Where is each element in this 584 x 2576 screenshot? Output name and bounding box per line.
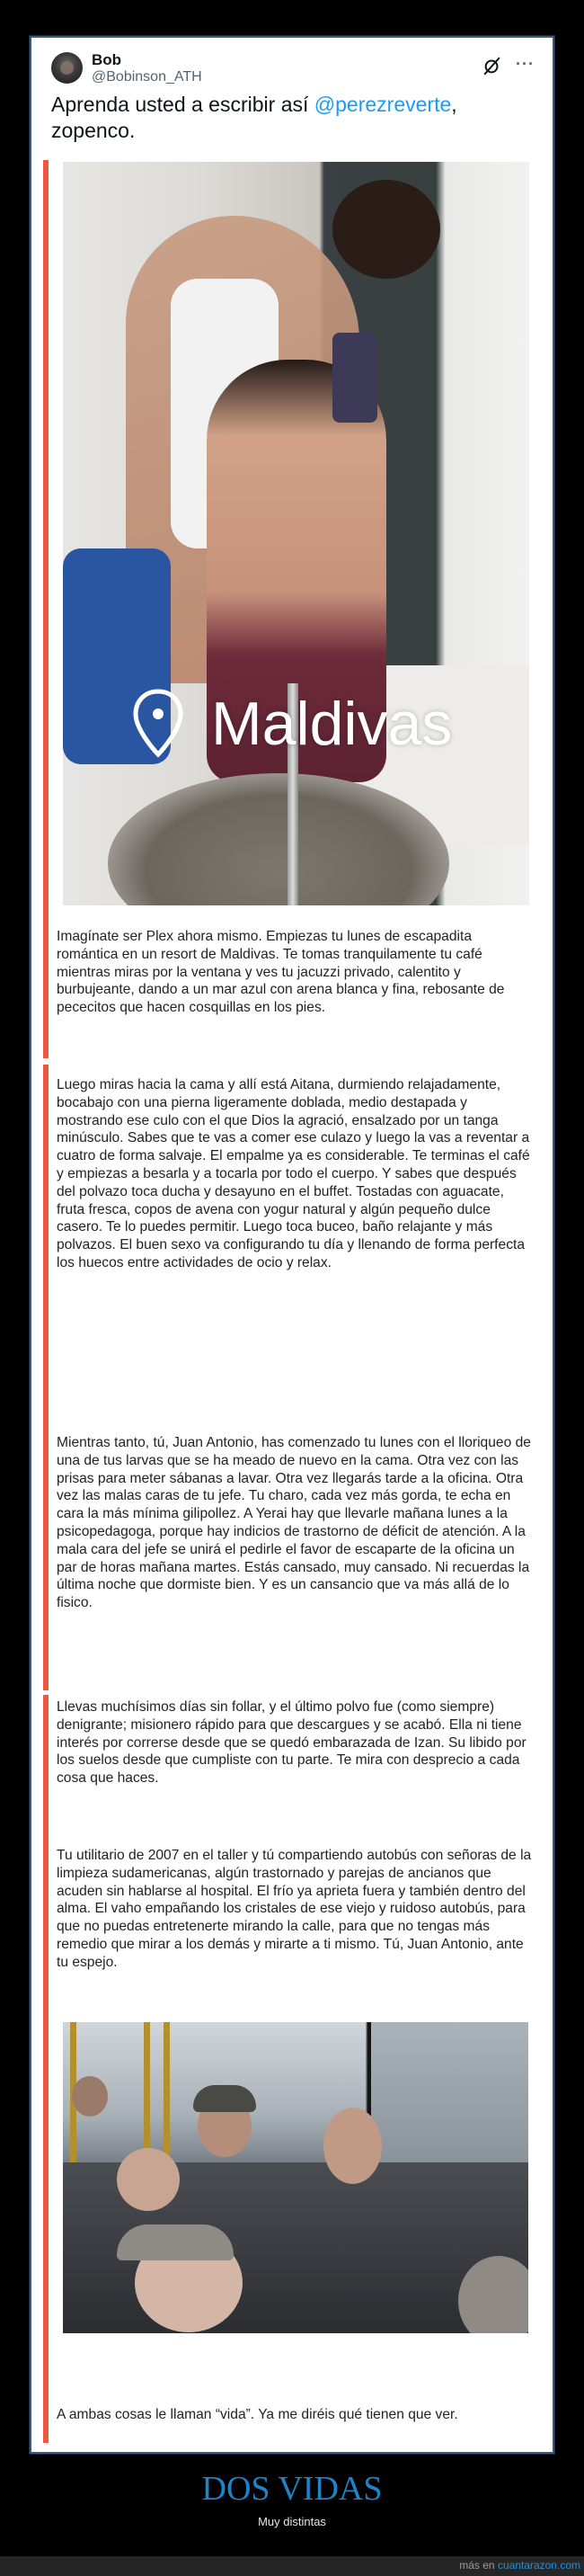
quote-bar	[43, 1845, 49, 2443]
maldivas-photo	[63, 162, 529, 905]
location-label: Maldivas	[211, 690, 453, 758]
story-paragraph: Mientras tanto, tú, Juan Antonio, has comenzado tu lunes con el lloriqueo de una de tus larvas que se ha meado de nuevo en la cama. Otra vez con las prisas para meter sábanas a lavar. Otra vez llegarás tarde a la oficina. Otra vez las malas caras de tu jefe. Tu charo, cada vez más gorda, te echa en cara la más mínima gilipollez. A Yerai hay que llevarle mañana lunes a la psicopedagoga, porque hay indicios de trastorno de déficit de atención. A la mala cara del jefe se unirá el pedirle el favor de escaparte de la oficina un par de horas mañana martes. Estás cansado, muy cansado. Ni recuerdas la última noche que dormiste bien. Y es un cansancio que va más allá de lo fisico.	[57, 1435, 531, 1611]
photo-detail	[117, 2224, 234, 2260]
footer-text	[459, 2559, 580, 2572]
post-title[interactable]: DOS VIDAS	[201, 2470, 383, 2508]
story-paragraph: Tu utilitario de 2007 en el taller y tú compartiendo autobús con señoras de la limpieza sudamericanas, algún trastornado y parejas de ancianos que acuden sin hablarse al hospital. El frío ya aprieta fuera y también dentro del alma. El vaho empañando los cristales de ese viejo y ruidoso autobús, para que no puedas entretenerte mirando la calle, para que no tengas más remedio que mirar a los demás y mirarte a ti mismo. Tú, Juan Antonio, ante tu espejo.	[57, 1848, 532, 1970]
tweet-text-part: Aprenda usted a escribir así	[51, 93, 314, 116]
author-handle[interactable]: @Bobinson_ATH	[92, 69, 202, 85]
tweet-card	[30, 36, 554, 2454]
footer-bar	[0, 2556, 584, 2576]
footer-prefix: más en	[459, 2559, 498, 2572]
quote-bar	[43, 1695, 49, 1851]
photo-detail	[332, 180, 440, 279]
tweet-text	[51, 92, 518, 144]
location-pin-icon	[132, 688, 184, 760]
bus-photo	[63, 2022, 528, 2333]
photo-detail	[72, 2076, 108, 2117]
grok-icon[interactable]	[482, 56, 502, 76]
quote-bar	[43, 160, 49, 1058]
photo-detail	[332, 333, 377, 423]
photo-detail	[117, 2148, 180, 2211]
tweet-header	[51, 50, 540, 86]
mention-link[interactable]: @perezreverte	[314, 93, 452, 116]
story-paragraph: Llevas muchísimos días sin follar, y el último polvo fue (como siempre) denigrante; misionero rápido para que descargues y se acabó. Ella ni tiene interés por correrse desde que se quedó embarazada de Izan. Su libido por los suelos desde que cumpliste con tu parte. Te mira con desprecio a cada cosa que haces.	[57, 1699, 526, 1787]
story-paragraph: A ambas cosas le llaman “vida”. Ya me diréis qué tienen que ver.	[57, 2407, 458, 2422]
story-paragraph: Luego miras hacia la cama y allí está Aitana, durmiendo relajadamente, bocabajo con una pierna ligeramente doblada, medio destapada y mostrando ese culo con el que Dios la agració, ensalzado por un tanga minúsculo. Sabes que te vas a comer ese culazo y luego la vas a reventar a cuatro de forma salvaje. El empalme ya es considerable. Te terminas el café y empiezas a besarla y a tocarla por todo el cuerpo. Y sabes que después del polvazo toca ducha y desayuno en el buffet. Tostadas con aguacate, fruta fresca, copos de avena con yogur natural y algún pequeño dulce casero. Te lo puedes permitir. Luego toca buceo, baño relajante y más polvazos. El buen sexo va configurando tu día y llenando de forma perfecta los huecos entre actividades de ocio y relax.	[57, 1077, 530, 1270]
author-name[interactable]: Bob	[92, 51, 122, 68]
more-options-icon[interactable]: ···	[516, 55, 535, 73]
story-paragraph: Imagínate ser Plex ahora mismo. Empiezas tu lunes de escapadita romántica en un resort de Maldivas. Te tomas tranquilamente tu café mientras miras por la ventana y ves tu jacuzzi privado, calentito y burbujeante, dando a un mar azul con arena blanca y fina, rebosante de pececitos que hacen cosquillas en los pies.	[57, 929, 505, 1016]
location-overlay	[132, 688, 452, 760]
tweet-text-part: zopenco.	[51, 119, 136, 142]
photo-detail	[323, 2108, 382, 2184]
post-subtitle: Muy distintas	[258, 2515, 326, 2528]
photo-detail	[193, 2085, 256, 2112]
tweet-text-part: ,	[451, 93, 457, 116]
site-link[interactable]: cuantarazon.com	[497, 2559, 580, 2572]
quote-bar	[43, 1065, 49, 1690]
avatar[interactable]	[51, 52, 83, 84]
